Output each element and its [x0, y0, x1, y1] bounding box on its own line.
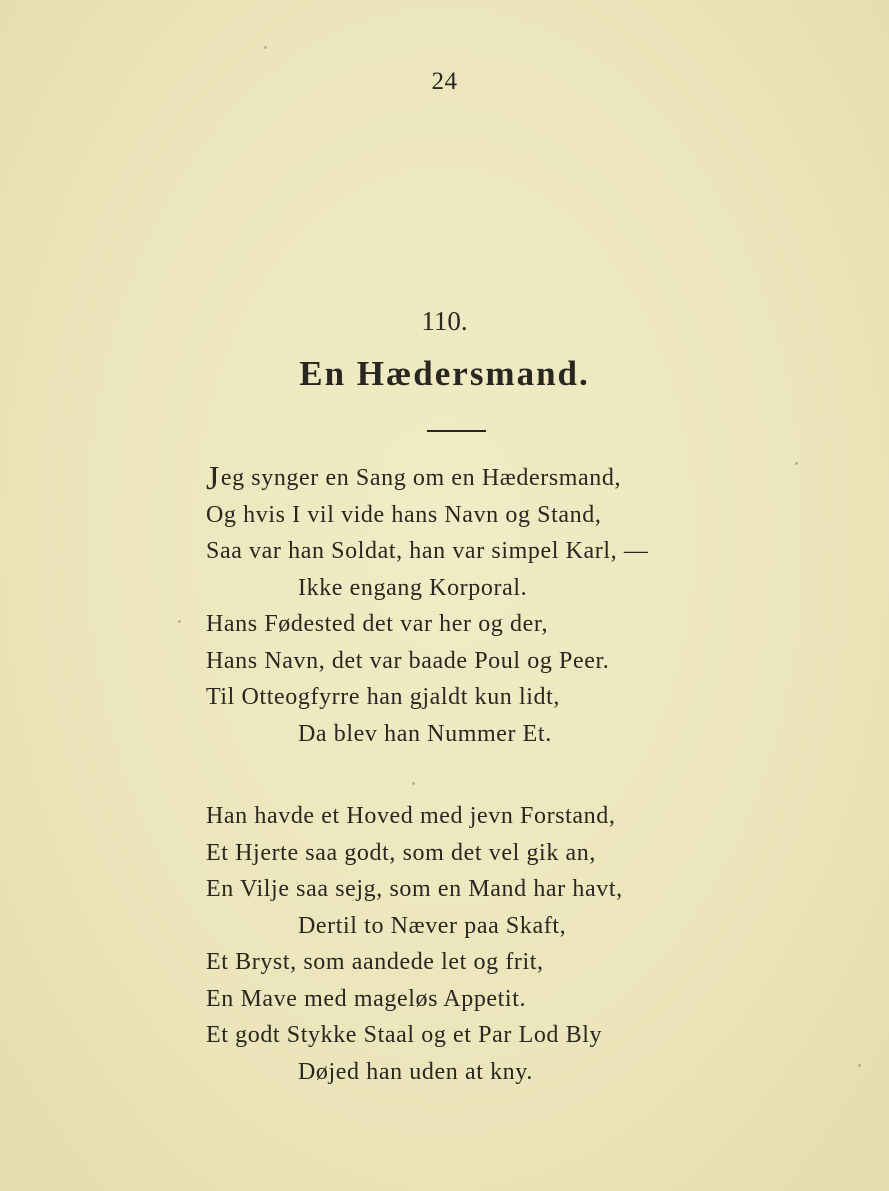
- verse-line: Et godt Stykke Staal og et Par Lod Bly: [206, 1022, 603, 1048]
- paper-speck: [264, 46, 267, 49]
- verse-line: Døjed han uden at kny.: [298, 1058, 533, 1085]
- verse-line: Da blev han Nummer Et.: [298, 720, 552, 747]
- verse-line: Saa var han Soldat, han var simpel Karl, —: [206, 538, 649, 564]
- song-title: En Hædersmand.: [299, 354, 590, 393]
- verse-line: Hans Navn, det var baade Poul og Peer.: [206, 647, 610, 674]
- verse-line: Et Bryst, som aandede let og frit,: [206, 949, 544, 975]
- verse-line: Dertil to Næver paa Skaft,: [298, 912, 567, 939]
- verse-line: Og hvis I vil vide hans Navn og Stand,: [206, 501, 602, 528]
- verse-line: Ikke engang Korporal.: [298, 574, 528, 601]
- paper-speck: [178, 620, 181, 623]
- page-number: 24: [431, 68, 458, 95]
- initial-letter: J: [206, 460, 220, 497]
- verse-line-text: eg synger en Sang om en Hædersmand,: [220, 465, 622, 491]
- paper-speck: [858, 1064, 861, 1067]
- paper-speck: [795, 462, 798, 465]
- verse-line: Et Hjerte saa godt, som det vel gik an,: [206, 839, 596, 866]
- verse-line: Han havde et Hoved med jevn Forstand,: [206, 803, 616, 829]
- song-number: 110.: [421, 306, 468, 336]
- stanza-2: [206, 798, 726, 1090]
- verse-line: En Mave med mageløs Appetit.: [206, 985, 527, 1012]
- verse-line: [206, 460, 726, 497]
- title-divider: [427, 430, 486, 432]
- paper-speck: [412, 782, 415, 785]
- verse-line: En Vilje saa sejg, som en Mand har havt,: [206, 876, 623, 902]
- verse-line: Til Otteogfyrre han gjaldt kun lidt,: [206, 684, 561, 710]
- verse-line: Hans Fødested det var her og der,: [206, 611, 549, 637]
- stanza-1: [206, 460, 726, 752]
